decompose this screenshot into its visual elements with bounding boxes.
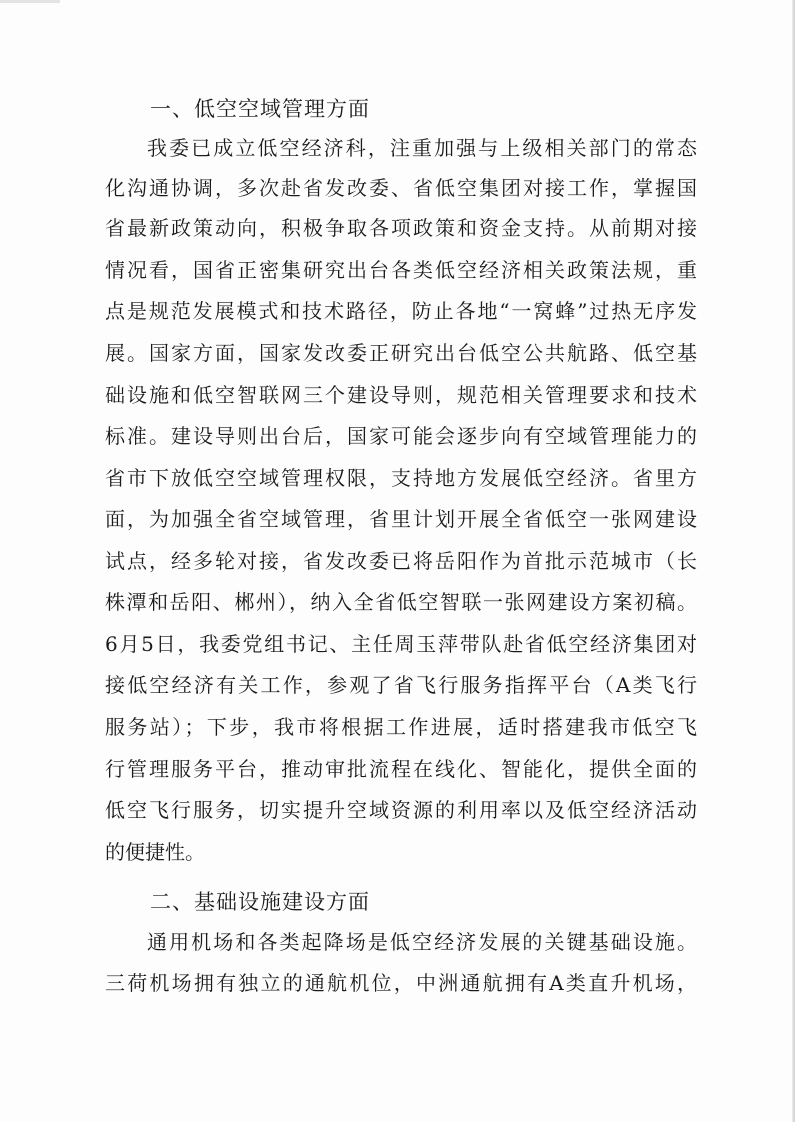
paragraph-line: 三荷机场拥有独立的通航机位，中洲通航拥有A类直升机场， — [105, 971, 697, 995]
paragraph-line: 我委已成立低空经济科，注重加强与上级相关部门的常态 — [147, 136, 697, 160]
paragraph-line: 6月5日，我委党组书记、主任周玉萍带队赴省低空经济集团对 — [105, 632, 697, 656]
paragraph-line: 通用机场和各类起降场是低空经济发展的关键基础设施。 — [147, 930, 697, 954]
paragraph-line: 省最新政策动向，积极争取各项政策和资金支持。从前期对接 — [105, 216, 697, 240]
paragraph-line: 株潭和岳阳、郴州），纳入全省低空智联一张网建设方案初稿。 — [105, 590, 697, 614]
paragraph-line: 面，为加强全省空域管理，省里计划开展全省低空一张网建设 — [105, 507, 697, 531]
paragraph-line: 低空飞行服务，切实提升空域资源的利用率以及低空经济活动 — [105, 798, 697, 822]
paragraph-line: 础设施和低空智联网三个建设导则，规范相关管理要求和技术 — [105, 383, 697, 407]
paragraph-line: 展。国家方面，国家发改委正研究出台低空公共航路、低空基 — [105, 341, 697, 365]
paragraph-line: 接低空经济有关工作，参观了省飞行服务指挥平台（A类飞行 — [105, 673, 697, 697]
section-heading-airspace: 一、低空空域管理方面 — [150, 97, 370, 121]
paragraph-line: 行管理服务平台，推动审批流程在线化、智能化，提供全面的 — [105, 757, 697, 781]
paragraph-line: 试点，经多轮对接，省发改委已将岳阳作为首批示范城市（长 — [105, 549, 697, 573]
paragraph-line: 省市下放低空空域管理权限，支持地方发展低空经济。省里方 — [105, 466, 697, 490]
section-heading-infrastructure: 二、基础设施建设方面 — [150, 890, 370, 914]
scan-corner-mark — [0, 0, 60, 3]
paragraph-line: 标准。建设导则出台后，国家可能会逐步向有空域管理能力的 — [105, 424, 697, 448]
paragraph-line: 化沟通协调，多次赴省发改委、省低空集团对接工作，掌握国 — [105, 176, 697, 200]
paragraph-line: 的便捷性。 — [105, 840, 205, 864]
paragraph-line: 点是规范发展模式和技术路径，防止各地“一窝蜂”过热无序发 — [105, 299, 697, 323]
paragraph-line: 情况看，国省正密集研究出台各类低空经济相关政策法规，重 — [105, 258, 697, 282]
paragraph-line: 服务站）；下步，我市将根据工作进展，适时搭建我市低空飞 — [105, 715, 697, 739]
